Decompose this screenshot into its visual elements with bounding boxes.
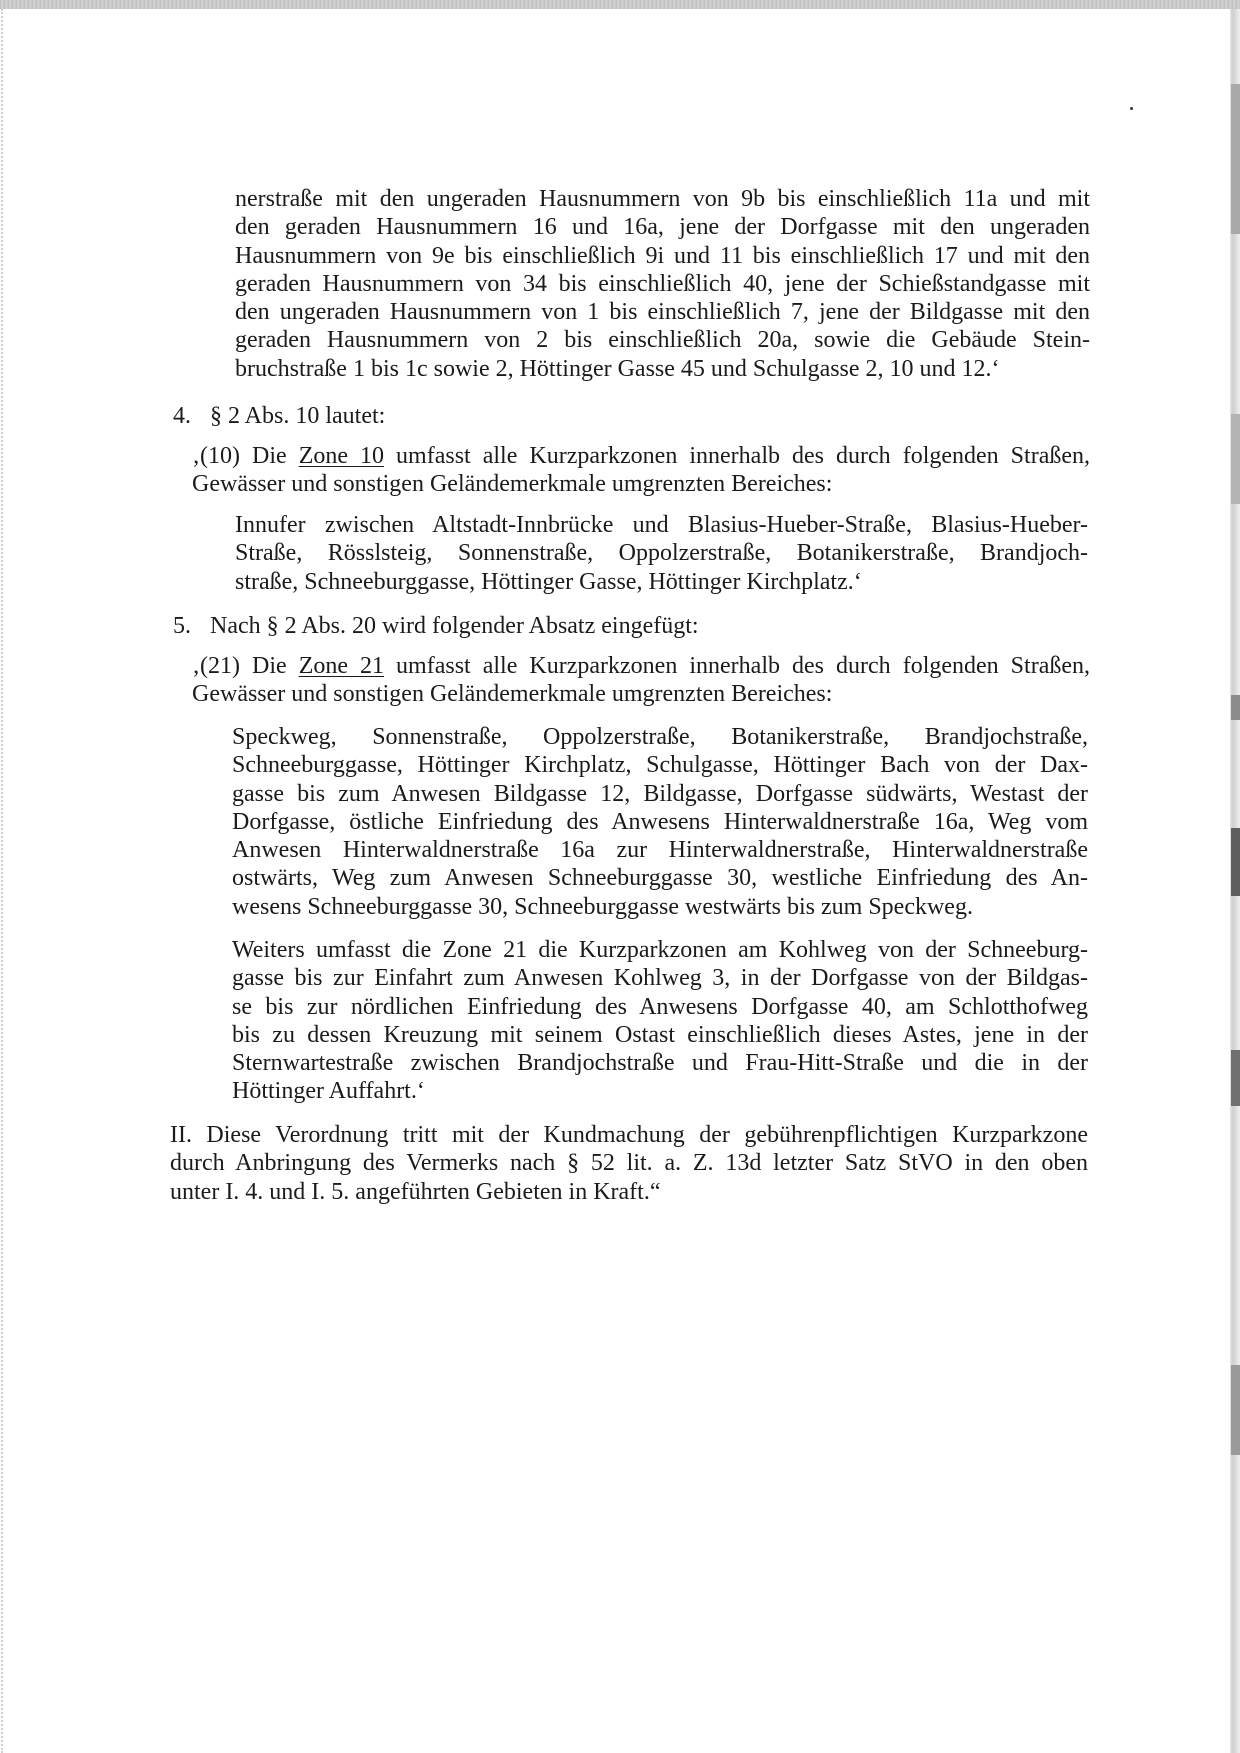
text-line: gasse bis zur Einfahrt zum Anwesen Kohlweg 3, in der Dorfgasse von der Bildgas- (232, 965, 1088, 992)
text-line: den geraden Hausnummern 16 und 16a, jene der Dorfgasse mit den ungeraden (235, 214, 1090, 241)
text-line: Dorfgasse, östliche Einfriedung des Anwesens Hinterwaldnerstraße 16a, Weg vom (232, 808, 1088, 835)
scan-mark (1231, 84, 1240, 234)
scan-mark (1231, 828, 1240, 896)
scan-speck (1130, 107, 1133, 110)
item-number: 5. (173, 613, 191, 639)
text-segment: umfasst alle Kurzparkzonen innerhalb des durch folgenden Straßen, (384, 653, 1090, 679)
text-line: unter I. 4. und I. 5. angeführten Gebieten in Kraft.“ (170, 1178, 661, 1205)
paragraph-zone-21-boundary (232, 723, 1088, 921)
text-segment: umfasst alle Kurzparkzonen innerhalb des durch folgenden Straßen, (384, 443, 1090, 469)
text-line: Höttinger Auffahrt.‘ (232, 1078, 425, 1105)
text-line: den ungeraden Hausnummern von 1 bis einschließlich 7, jene der Bildgasse mit den (235, 299, 1090, 326)
scan-mark (1231, 695, 1240, 720)
text-line: Weiters umfasst die Zone 21 die Kurzparkzonen am Kohlweg von der Schneeburg- (232, 937, 1088, 963)
zone-name: Zone 10 (298, 443, 385, 469)
text-line: Gewässer und sonstigen Geländemerkmale umgrenzten Bereiches: (192, 471, 833, 498)
text-segment: ‚(10) Die (192, 443, 299, 469)
paragraph-continuation (235, 185, 1090, 383)
text-line: Hausnummern von 9e bis einschließlich 9i und 11 bis einschließlich 17 und mit den (235, 242, 1090, 269)
scan-border-top (0, 0, 1240, 9)
text-line: bruchstraße 1 bis 1c sowie 2, Höttinger Gasse 45 und Schulgasse 2, 10 und 12.‘ (235, 355, 1000, 382)
text-line (192, 442, 1090, 470)
paragraph-zone-21 (192, 652, 1090, 709)
text-line: gasse bis zum Anwesen Bildgasse 12, Bildgasse, Dorfgasse südwärts, Westast der (232, 780, 1088, 807)
scan-mark (1231, 1050, 1240, 1106)
item-heading: § 2 Abs. 10 lautet: (210, 403, 386, 429)
text-line: Schneeburggasse, Höttinger Kirchplatz, Schulgasse, Höttinger Bach von der Dax- (232, 752, 1088, 779)
text-line: straße, Schneeburggasse, Höttinger Gasse, Höttinger Kirchplatz.‘ (235, 568, 862, 595)
text-line: II. Diese Verordnung tritt mit der Kundmachung der gebührenpflichtigen Kurzparkzone (170, 1122, 1088, 1148)
item-heading: Nach § 2 Abs. 20 wird folgender Absatz eingefügt: (210, 613, 699, 639)
text-line: wesens Schneeburggasse 30, Schneeburggasse westwärts bis zum Speckweg. (232, 893, 973, 920)
text-line: durch Anbringung des Vermerks nach § 52 lit. a. Z. 13d letzter Satz StVO in den oben (170, 1150, 1088, 1177)
text-line: se bis zur nördlichen Einfriedung des Anwesens Dorfgasse 40, am Schlotthofweg (232, 993, 1088, 1020)
text-line: nerstraße mit den ungeraden Hausnummern von 9b bis einschließlich 11a und mit (235, 186, 1090, 212)
paragraph-zone-10-boundary (235, 511, 1088, 596)
text-line: geraden Hausnummern von 34 bis einschließlich 40, jene der Schießstandgasse mit (235, 270, 1090, 297)
text-line: Anwesen Hinterwaldnerstraße 16a zur Hinterwaldnerstraße, Hinterwaldnerstraße (232, 837, 1088, 864)
scan-mark (1231, 414, 1240, 504)
text-line: Speckweg, Sonnenstraße, Oppolzerstraße, Botanikerstraße, Brandjochstraße, (232, 724, 1088, 750)
text-line: Gewässer und sonstigen Geländemerkmale umgrenzten Bereiches: (192, 681, 833, 708)
paragraph-zone-10 (192, 442, 1090, 499)
text-line (192, 652, 1090, 680)
scan-border-left (1, 9, 3, 1753)
text-line: bis zu dessen Kreuzung mit seinem Ostast einschließlich dieses Astes, jene in der (232, 1021, 1088, 1048)
text-line: Straße, Rösslsteig, Sonnenstraße, Oppolzerstraße, Botanikerstraße, Brandjoch- (235, 540, 1088, 567)
item-number: 4. (173, 403, 191, 429)
text-line: geraden Hausnummern von 2 bis einschließlich 20a, sowie die Gebäude Stein- (235, 327, 1090, 354)
zone-name: Zone 21 (298, 653, 385, 679)
text-line: ostwärts, Weg zum Anwesen Schneeburggasse 30, westliche Einfriedung des An- (232, 865, 1088, 892)
text-segment: ‚(21) Die (192, 653, 299, 679)
paragraph-zone-21-additional (232, 936, 1088, 1106)
text-line: Innufer zwischen Altstadt-Innbrücke und Blasius-Hueber-Straße, Blasius-Hueber- (235, 512, 1088, 538)
scan-mark (1231, 1365, 1240, 1455)
text-line: Sternwartestraße zwischen Brandjochstraße und Frau-Hitt-Straße und die in der (232, 1050, 1088, 1077)
paragraph-section-ii (170, 1121, 1088, 1206)
